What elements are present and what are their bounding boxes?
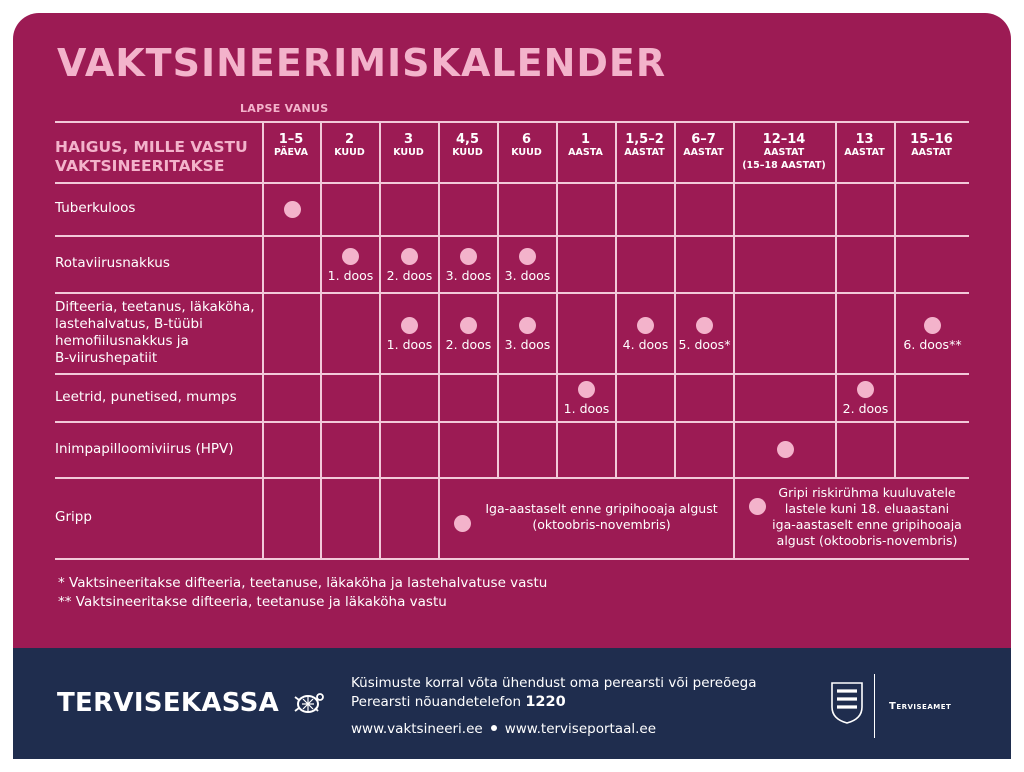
column-header-number: 4,5 bbox=[455, 132, 480, 147]
row-label bbox=[55, 441, 234, 458]
dose-label: 2. doos bbox=[445, 336, 492, 352]
column-header-unit: KUUD bbox=[393, 147, 424, 158]
estonian-coat-of-arms-icon bbox=[830, 681, 864, 725]
gripp-schedule-note bbox=[771, 485, 963, 549]
phone-label: Perearsti nõuandetelefon bbox=[351, 694, 522, 710]
grid-vline bbox=[835, 121, 837, 479]
column-header-unit: AASTAT bbox=[911, 147, 952, 158]
vaccination-dot bbox=[454, 515, 471, 532]
vaccination-dot bbox=[284, 201, 301, 218]
column-header bbox=[438, 133, 497, 159]
row-label bbox=[55, 200, 135, 217]
grid-vline bbox=[615, 121, 617, 479]
vaccination-dot bbox=[924, 317, 941, 334]
gripp-note-line: Gripi riskirühma kuuluvatele bbox=[778, 484, 956, 500]
grid-hline bbox=[55, 235, 969, 237]
grid-hline bbox=[55, 558, 969, 560]
row-label-line: Leetrid, punetised, mumps bbox=[55, 388, 237, 405]
grid-hline bbox=[55, 121, 969, 123]
vaccination-dot bbox=[460, 248, 477, 265]
grid-vline bbox=[556, 121, 558, 479]
column-header-sub: (15–18 AASTAT) bbox=[742, 160, 826, 171]
separator-dot bbox=[491, 725, 497, 731]
column-header bbox=[320, 133, 379, 159]
column-header-unit: AASTAT bbox=[763, 147, 805, 158]
contact-line-2 bbox=[351, 693, 756, 712]
website-link-terviseportaal[interactable]: www.terviseportaal.ee bbox=[504, 721, 656, 737]
footnote-2: ** Vaktsineeritakse difteeria, teetanuse ja läkaköha vastu bbox=[58, 594, 447, 610]
page-title: VAKTSINEERIMISKALENDER bbox=[57, 41, 667, 85]
dose-label: 6. doos** bbox=[903, 336, 962, 352]
gripp-note-line: iga-aastaselt enne gripihooaja bbox=[772, 516, 962, 532]
vaccination-dot bbox=[696, 317, 713, 334]
dose-label: 1. doos bbox=[327, 267, 374, 283]
row-label-line: Tuberkuloos bbox=[55, 200, 136, 216]
grid-vline bbox=[262, 121, 264, 560]
dose-label: 5. doos* bbox=[678, 336, 731, 352]
turtle-logo-icon bbox=[290, 689, 326, 719]
grid-hline bbox=[55, 292, 969, 294]
dose-label: 3. doos bbox=[504, 336, 551, 352]
vaccination-dot bbox=[401, 317, 418, 334]
column-header-number: 15–16 bbox=[910, 132, 953, 147]
row-label-line: B-viirushepatiit bbox=[55, 349, 158, 366]
vaccination-dot bbox=[637, 317, 654, 334]
dose-label: 1. doos bbox=[386, 336, 433, 352]
dose-label: 3. doos bbox=[504, 267, 551, 283]
column-header-number: 6 bbox=[521, 132, 532, 147]
column-header bbox=[835, 133, 894, 159]
row-label bbox=[55, 255, 170, 272]
terviseamet-logo-text: Terviseamet bbox=[889, 701, 952, 712]
row-label bbox=[55, 509, 92, 526]
column-header-unit: AASTAT bbox=[683, 147, 724, 158]
dose-label: 2. doos bbox=[842, 401, 889, 416]
dose-label: 1. doos bbox=[563, 401, 610, 416]
tervisekassa-logo bbox=[57, 688, 326, 719]
row-label bbox=[55, 299, 255, 367]
column-header-unit: AASTAT bbox=[844, 147, 885, 158]
vaccination-dot bbox=[749, 498, 766, 515]
vaccination-dot bbox=[777, 441, 794, 458]
grid-hline bbox=[55, 182, 969, 184]
footnotes bbox=[58, 574, 547, 612]
row-label bbox=[55, 389, 237, 406]
grid-vline bbox=[320, 121, 322, 560]
column-header bbox=[379, 133, 438, 159]
column-header-unit: AASTAT bbox=[624, 147, 665, 158]
contact-line-3 bbox=[351, 720, 756, 739]
column-header bbox=[733, 133, 835, 172]
column-header bbox=[262, 133, 320, 159]
vaccination-dot bbox=[857, 381, 874, 398]
age-header: LAPSE VANUS bbox=[240, 102, 329, 115]
disease-header bbox=[55, 138, 248, 176]
footer bbox=[13, 648, 1011, 759]
vaccination-dot bbox=[342, 248, 359, 265]
vaccination-dot bbox=[519, 248, 536, 265]
phone-number: 1220 bbox=[525, 694, 566, 710]
contact-line-1: Küsimuste korral võta ühendust oma perearsti või pereõega bbox=[351, 675, 757, 691]
footer-divider bbox=[874, 674, 875, 738]
disease-header-line1: HAIGUS, MILLE VASTU bbox=[55, 138, 248, 156]
grid-vline bbox=[894, 121, 896, 479]
row-label-line: lastehalvatus, B-tüübi bbox=[55, 315, 203, 332]
column-header-unit: KUUD bbox=[511, 147, 542, 158]
row-label-line: Difteeria, teetanus, läkaköha, bbox=[55, 298, 255, 315]
vaccination-calendar-card bbox=[13, 13, 1011, 759]
gripp-note-line: lastele kuni 18. eluaastani bbox=[784, 500, 950, 516]
vaccination-dot bbox=[578, 381, 595, 398]
gripp-note-line: algust (oktoobris-novembris) bbox=[776, 532, 958, 548]
gripp-note-line: Iga-aastaselt enne gripihooaja algust bbox=[485, 500, 718, 516]
column-header bbox=[615, 133, 674, 159]
grid-hline bbox=[55, 373, 969, 375]
grid-vline bbox=[497, 121, 499, 479]
column-header-number: 2 bbox=[344, 132, 355, 147]
grid-hline bbox=[55, 421, 969, 423]
column-header-unit: AASTA bbox=[568, 147, 603, 158]
column-header-unit: KUUD bbox=[334, 147, 365, 158]
column-header bbox=[894, 133, 969, 159]
row-label-line: Inimpapilloomiviirus (HPV) bbox=[55, 440, 234, 457]
gripp-note-line: (oktoobris-novembris) bbox=[532, 516, 671, 532]
column-header-unit: KUUD bbox=[452, 147, 483, 158]
grid-vline bbox=[674, 121, 676, 479]
row-label-line: hemofiilusnakkus ja bbox=[55, 332, 189, 349]
footnote-1: * Vaktsineeritakse difteeria, teetanuse, läkaköha ja lastehalvatuse vastu bbox=[58, 575, 548, 591]
column-header-number: 3 bbox=[403, 132, 414, 147]
column-header bbox=[556, 133, 615, 159]
dose-label: 3. doos bbox=[445, 267, 492, 283]
row-label-line: Gripp bbox=[55, 509, 92, 525]
column-header-number: 1 bbox=[580, 132, 591, 147]
vaccination-dot bbox=[401, 248, 418, 265]
gripp-schedule-note bbox=[476, 501, 727, 533]
column-header-number: 6–7 bbox=[691, 132, 716, 147]
tervisekassa-logo-text: TERVISEKASSA bbox=[57, 688, 280, 718]
column-header-number: 1,5–2 bbox=[625, 132, 664, 147]
website-link-vaktsineeri[interactable]: www.vaktsineeri.ee bbox=[351, 721, 483, 737]
contact-info bbox=[351, 674, 756, 739]
disease-header-line2: VAKTSINEERITAKSE bbox=[55, 157, 225, 175]
dose-label: 4. doos bbox=[622, 336, 669, 352]
vaccination-dot bbox=[519, 317, 536, 334]
column-header-number: 12–14 bbox=[762, 132, 806, 147]
vaccination-dot bbox=[460, 317, 477, 334]
column-header-number: 13 bbox=[855, 132, 874, 147]
column-header-number: 1–5 bbox=[278, 132, 304, 147]
column-header-unit: PÄEVA bbox=[274, 147, 308, 158]
grid-hline bbox=[55, 477, 969, 479]
column-header bbox=[497, 133, 556, 159]
column-header bbox=[674, 133, 733, 159]
dose-label: 2. doos bbox=[386, 267, 433, 283]
row-label-line: Rotaviirusnakkus bbox=[55, 255, 170, 271]
